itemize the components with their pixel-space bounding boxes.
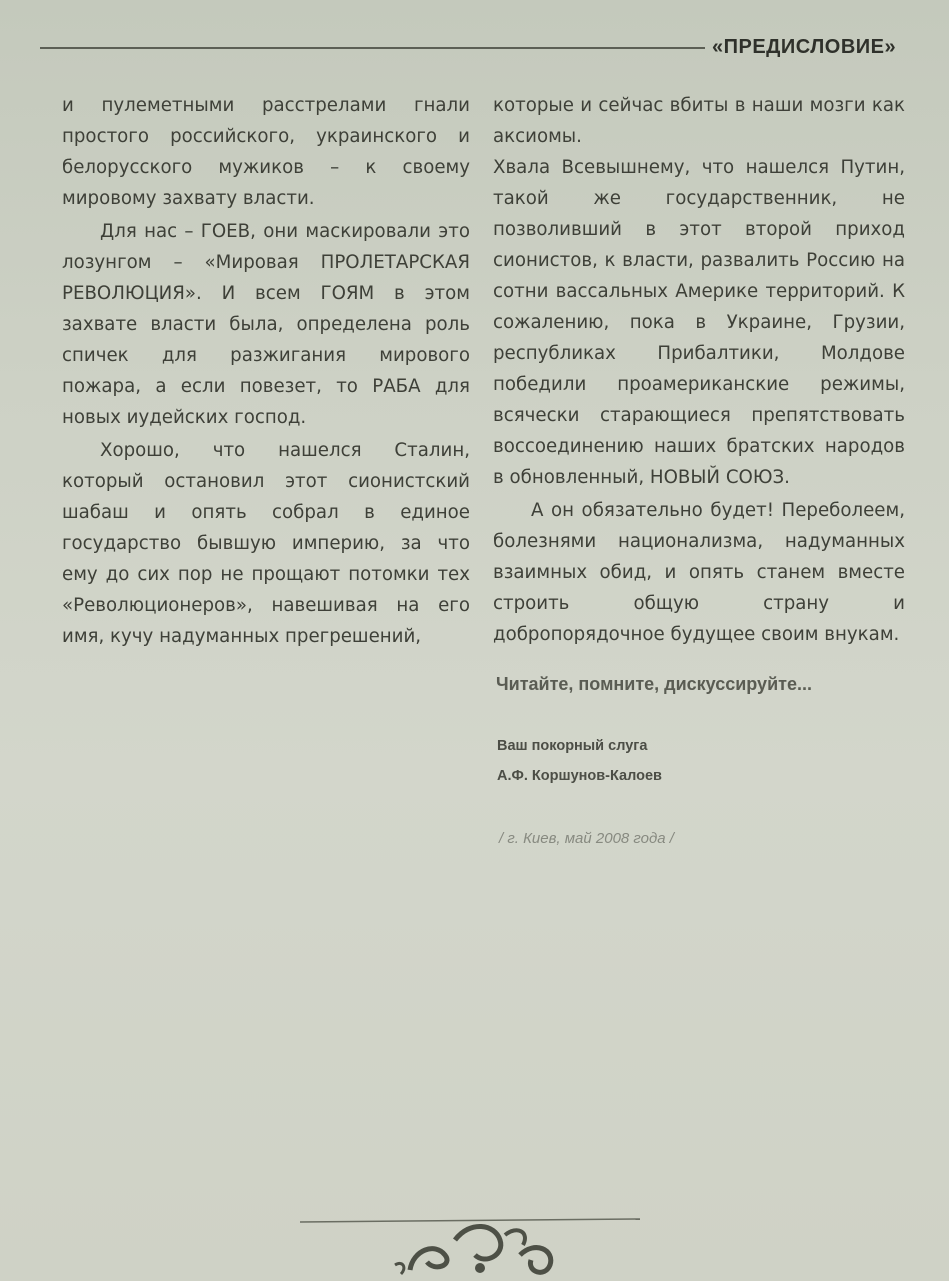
right-text-column xyxy=(493,90,905,650)
left-text-column xyxy=(62,90,470,652)
paragraph: которые и сейчас вбиты в наши мозги как аксиомы. xyxy=(493,95,905,147)
paragraph: Для нас – ГОЕВ, они маскировали это лозунгом – «Мировая ПРОЛЕТАРСКАЯ РЕВОЛЮЦИЯ». И всем ГОЯМ в этом захвате власти была, определена роль спичек для разжигания мирового пожара, а если повезет, то РАБА для новых иудейских господ. xyxy=(62,221,470,428)
signature-line-1: Ваш покорный слуга xyxy=(497,738,648,754)
paragraph: и пулеметными расстрелами гнали простого российского, украинского и белорусского мужиков – к своему мировому захвату власти. xyxy=(62,95,470,209)
paragraph: А он обязательно будет! Переболеем, болезнями национализма, надуманных взаимных обид, и опять станем вместе строить общую страну и добропорядочное будущее своим внукам. xyxy=(493,500,905,645)
closing-appeal: Читайте, помните, дискуссируйте... xyxy=(496,674,812,694)
paragraph: Хорошо, что нашелся Сталин, который остановил этот сионистский шабаш и опять собрал в единое государство бывшую империю, за что ему до сих пор не прощают потомки тех «Революционеров», навешивая на его имя, кучу надуманных прегрешений, xyxy=(62,440,470,647)
dateline: / г. Киев, май 2008 года / xyxy=(499,830,674,847)
running-header-title: «ПРЕДИСЛОВИЕ» xyxy=(712,36,897,58)
paragraph: Хвала Всевышнему, что нашелся Путин, такой же государственник, не позволивший в этот второй приход сионистов, к власти, развалить Россию на сотни вассальных Америке территорий. К сожалению, пока в Украине, Грузии, республиках Прибалтики, Молдове победили проамериканские режимы, всячески старающиеся препятствовать воссоединению наших братских народов в обновленный, НОВЫЙ СОЮЗ. xyxy=(493,157,905,488)
signature-author: А.Ф. Коршунов-Калоев xyxy=(497,768,662,784)
header-rule xyxy=(40,47,705,49)
decorative-ornament-icon xyxy=(295,1210,645,1281)
